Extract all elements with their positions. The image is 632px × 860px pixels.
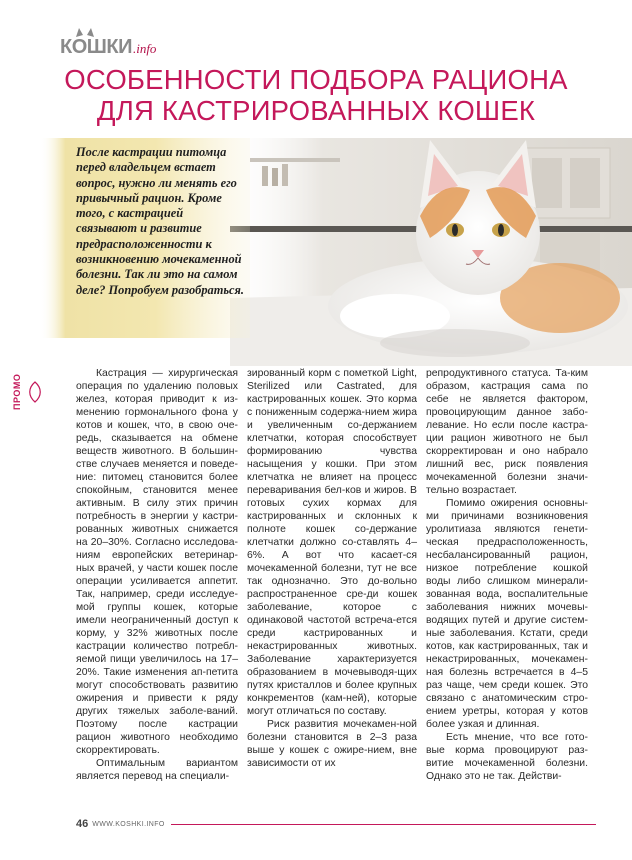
page-footer xyxy=(76,818,596,830)
body-column-1 xyxy=(76,367,238,783)
footer-rule xyxy=(171,824,596,825)
promo-tab-icon xyxy=(26,380,44,446)
paragraph: репродуктивного статуса. Та-ким образом, кастрация сама по себе не является фактором, провоцирующим данное забо-левание. Но если после кастра-ции рацион животного не был скорректирован и оно набрало лишний вес, риск появления мочекаменной болезни значи-тельно возрастает. xyxy=(426,368,588,496)
paragraph: Есть мнение, что все гото-вые корма провоцируют раз-витие мочекаменной болезни. Однако это не так. Действи- xyxy=(426,732,588,782)
body-column-3 xyxy=(426,367,588,783)
paragraph: Оптимальным вариантом является перевод на специали- xyxy=(76,758,238,782)
paragraph: зированный корм с пометкой Light, Sterilized или Castrated, для кастрированных кошек. Это корма с пониженным содержа-нием жира и увеличенным со-держанием клетчатки, которая способствует формированию чувства насыщения у кошки. При этом клетчатка не влияет на процесс переваривания бел-ков и жиров. В готовых сухих кормах для кастрированных и склонных к полноте кошек со-держание клетчатки должно со-ставлять 4–6%. А вот что касает-ся мочекаменной болезни, тут не все так однозначно. Это до-вольно распространенное сре-ди кошек заболевание, которое с одинаковой частотой встреча-ется среди кастрированных и некастрированных животных. Заболевание характеризуется образованием в мочевыводя-щих путях кристаллов и более крупных конкрементов (кам-ней), которые могут отличаться по составу. xyxy=(247,368,417,717)
section-label: ПРОМО xyxy=(12,373,22,410)
footer-site: WWW.KOSHKI.INFO xyxy=(92,820,165,828)
cat-ears-icon xyxy=(74,27,98,37)
paragraph: Помимо ожирения основны-ми причинами возникновения уролитиаза являются генети-ческая предрасположенность, несбалансированный рацион, низкое потребление кошкой воды либо слишком минерали-зованная вода, воспалительные заболевания нижних мочевы-водящих путей и другие систем-ные заболевания. Кстати, среди котов, как кастрированных, так и некастрированных, мочекамен-ная болезнь встречается в 4–5 раз чаще, чем среди кошек. Это связано с анатомическим стро-ением уретры, которая у котов более узкая и длинная. xyxy=(426,498,588,730)
page-number: 46 xyxy=(76,818,89,830)
logo-text: КОШКИ xyxy=(60,36,132,58)
article-title xyxy=(0,64,632,126)
body-column-2 xyxy=(247,367,417,770)
lead-paragraph: После кастрации питомца перед владельцем встает вопрос, нужно ли менять его привычный рацион. Кроме того, с кастрацией связывают и развитие предрасположенности к возникновению мочекаменной болезни. Так ли это на самом деле? Попробуем разобраться. xyxy=(76,145,245,297)
magazine-logo xyxy=(60,36,156,62)
title-line-2: ДЛЯ КАСТРИРОВАННЫХ КОШЕК xyxy=(96,95,536,126)
paragraph: Риск развития мочекамен-ной болезни становится в 2–3 раза выше у кошек с ожире-нием, вне зависимости от их xyxy=(247,719,417,769)
title-line-1: ОСОБЕННОСТИ ПОДБОРА РАЦИОНА xyxy=(64,64,568,95)
logo-suffix: .info xyxy=(132,41,157,56)
paragraph: Кастрация — хирургическая операция по удалению половых желез, которая приводит к из-менению гормонального фона у котов и кошек, что, в свою оче-редь, сказывается на обмене веществ животного. В большин-стве случаев меняется и поведе-ние: питомец становится более спокойным, становится менее активным. В силу этих причин потребность в энергии у кастри-рованных животных снижается на 20–30%. Согласно исследова-ниям европейских ветеринар-ных врачей, у части кошек после операции усиливается аппетит. Так, например, среди исследуе-мой группы кошек, которые имели неограниченный доступ к корму, у 32% животных после кастрации количество потребл-яемой пищи увеличилось на 17–20%. Такие изменения ап-петита могут способствовать развитию ожирения и привести к ряду других тяжелых заболе-ваний. Поэтому после кастрации рацион животного необходимо скорректировать. xyxy=(76,368,238,756)
